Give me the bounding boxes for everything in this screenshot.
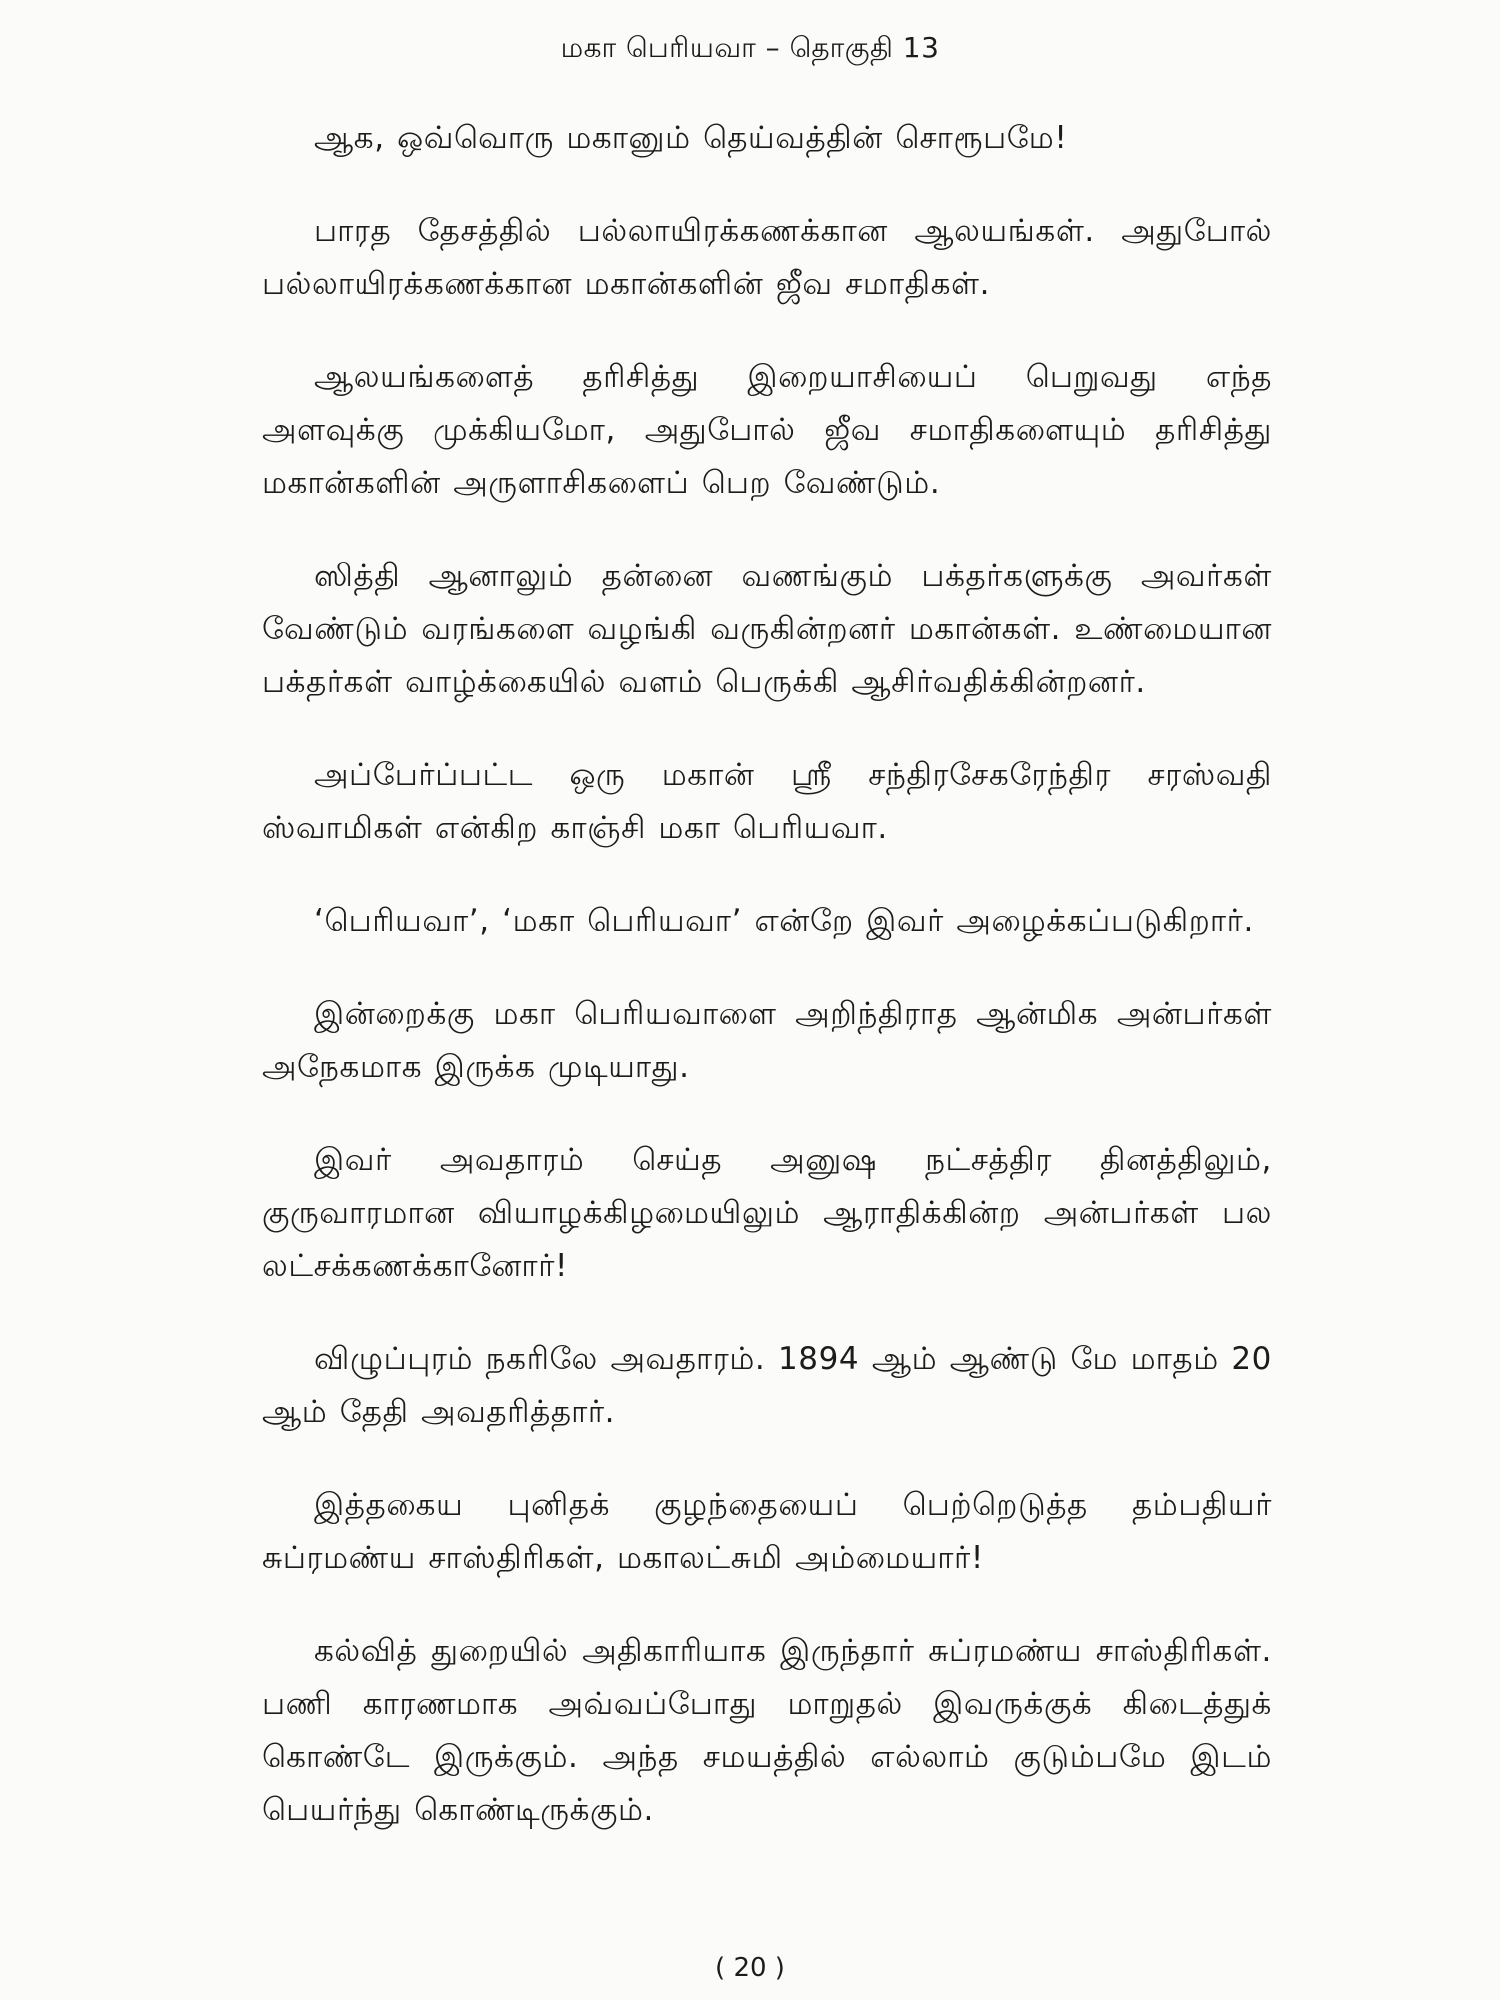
paragraph: இத்தகைய புனிதக் குழந்தையைப் பெற்றெடுத்த தம்பதியர் சுப்ரமண்ய சாஸ்திரிகள், மகாலட்சுமி அம்மையார்!: [262, 1487, 1272, 1576]
running-header: மகா பெரியவா – தொகுதி 13: [560, 31, 940, 64]
paragraph: ஆக, ஒவ்வொரு மகானும் தெய்வத்தின் சொரூபமே!: [314, 120, 1068, 156]
paragraph: அப்பேர்ப்பட்ட ஒரு மகான் ஸ்ரீ சந்திரசேகரேந்திர சரஸ்வதி ஸ்வாமிகள் என்கிற காஞ்சி மகா பெரியவா.: [262, 757, 1272, 846]
paragraph: ஸித்தி ஆனாலும் தன்னை வணங்கும் பக்தர்களுக்கு அவர்கள் வேண்டும் வரங்களை வழங்கி வருகின்றனர் மகான்கள். உண்மையான பக்தர்கள் வாழ்க்கையில் வளம் பெருக்கி ஆசிர்வதிக்கின்றனர்.: [262, 558, 1272, 700]
paragraph: இவர் அவதாரம் செய்த அனுஷ நட்சத்திர தினத்திலும், குருவாரமான வியாழக்கிழமையிலும் ஆராதிக்கின்ற அன்பர்கள் பல லட்சக்கணக்கானோர்!: [262, 1142, 1272, 1284]
paragraph: இன்றைக்கு மகா பெரியவாளை அறிந்திராத ஆன்மிக அன்பர்கள் அநேகமாக இருக்க முடியாது.: [262, 996, 1272, 1085]
paragraph: ஆலயங்களைத் தரிசித்து இறையாசியைப் பெறுவது எந்த அளவுக்கு முக்கியமோ, அதுபோல் ஜீவ சமாதிகளையும் தரிசித்து மகான்களின் அருளாசிகளைப் பெற வேண்டும்.: [262, 359, 1272, 501]
paragraph: விழுப்புரம் நகரிலே அவதாரம். 1894 ஆம் ஆண்டு மே மாதம் 20 ஆம் தேதி அவதரித்தார்.: [262, 1341, 1272, 1430]
paragraph: பாரத தேசத்தில் பல்லாயிரக்கணக்கான ஆலயங்கள். அதுபோல் பல்லாயிரக்கணக்கான மகான்களின் ஜீவ சமாதிகள்.: [262, 213, 1272, 302]
body-text: [262, 112, 1272, 1877]
paragraph: ‘பெரியவா’, ‘மகா பெரியவா’ என்றே இவர் அழைக்கப்படுகிறார்.: [314, 903, 1254, 939]
page-number: ( 20 ): [715, 1953, 785, 1983]
paragraph: கல்வித் துறையில் அதிகாரியாக இருந்தார் சுப்ரமண்ய சாஸ்திரிகள். பணி காரணமாக அவ்வப்போது மாறுதல் இவருக்குக் கிடைத்துக் கொண்டே இருக்கும். அந்த சமயத்தில் எல்லாம் குடும்பமே இடம் பெயர்ந்து கொண்டிருக்கும்.: [262, 1633, 1272, 1828]
